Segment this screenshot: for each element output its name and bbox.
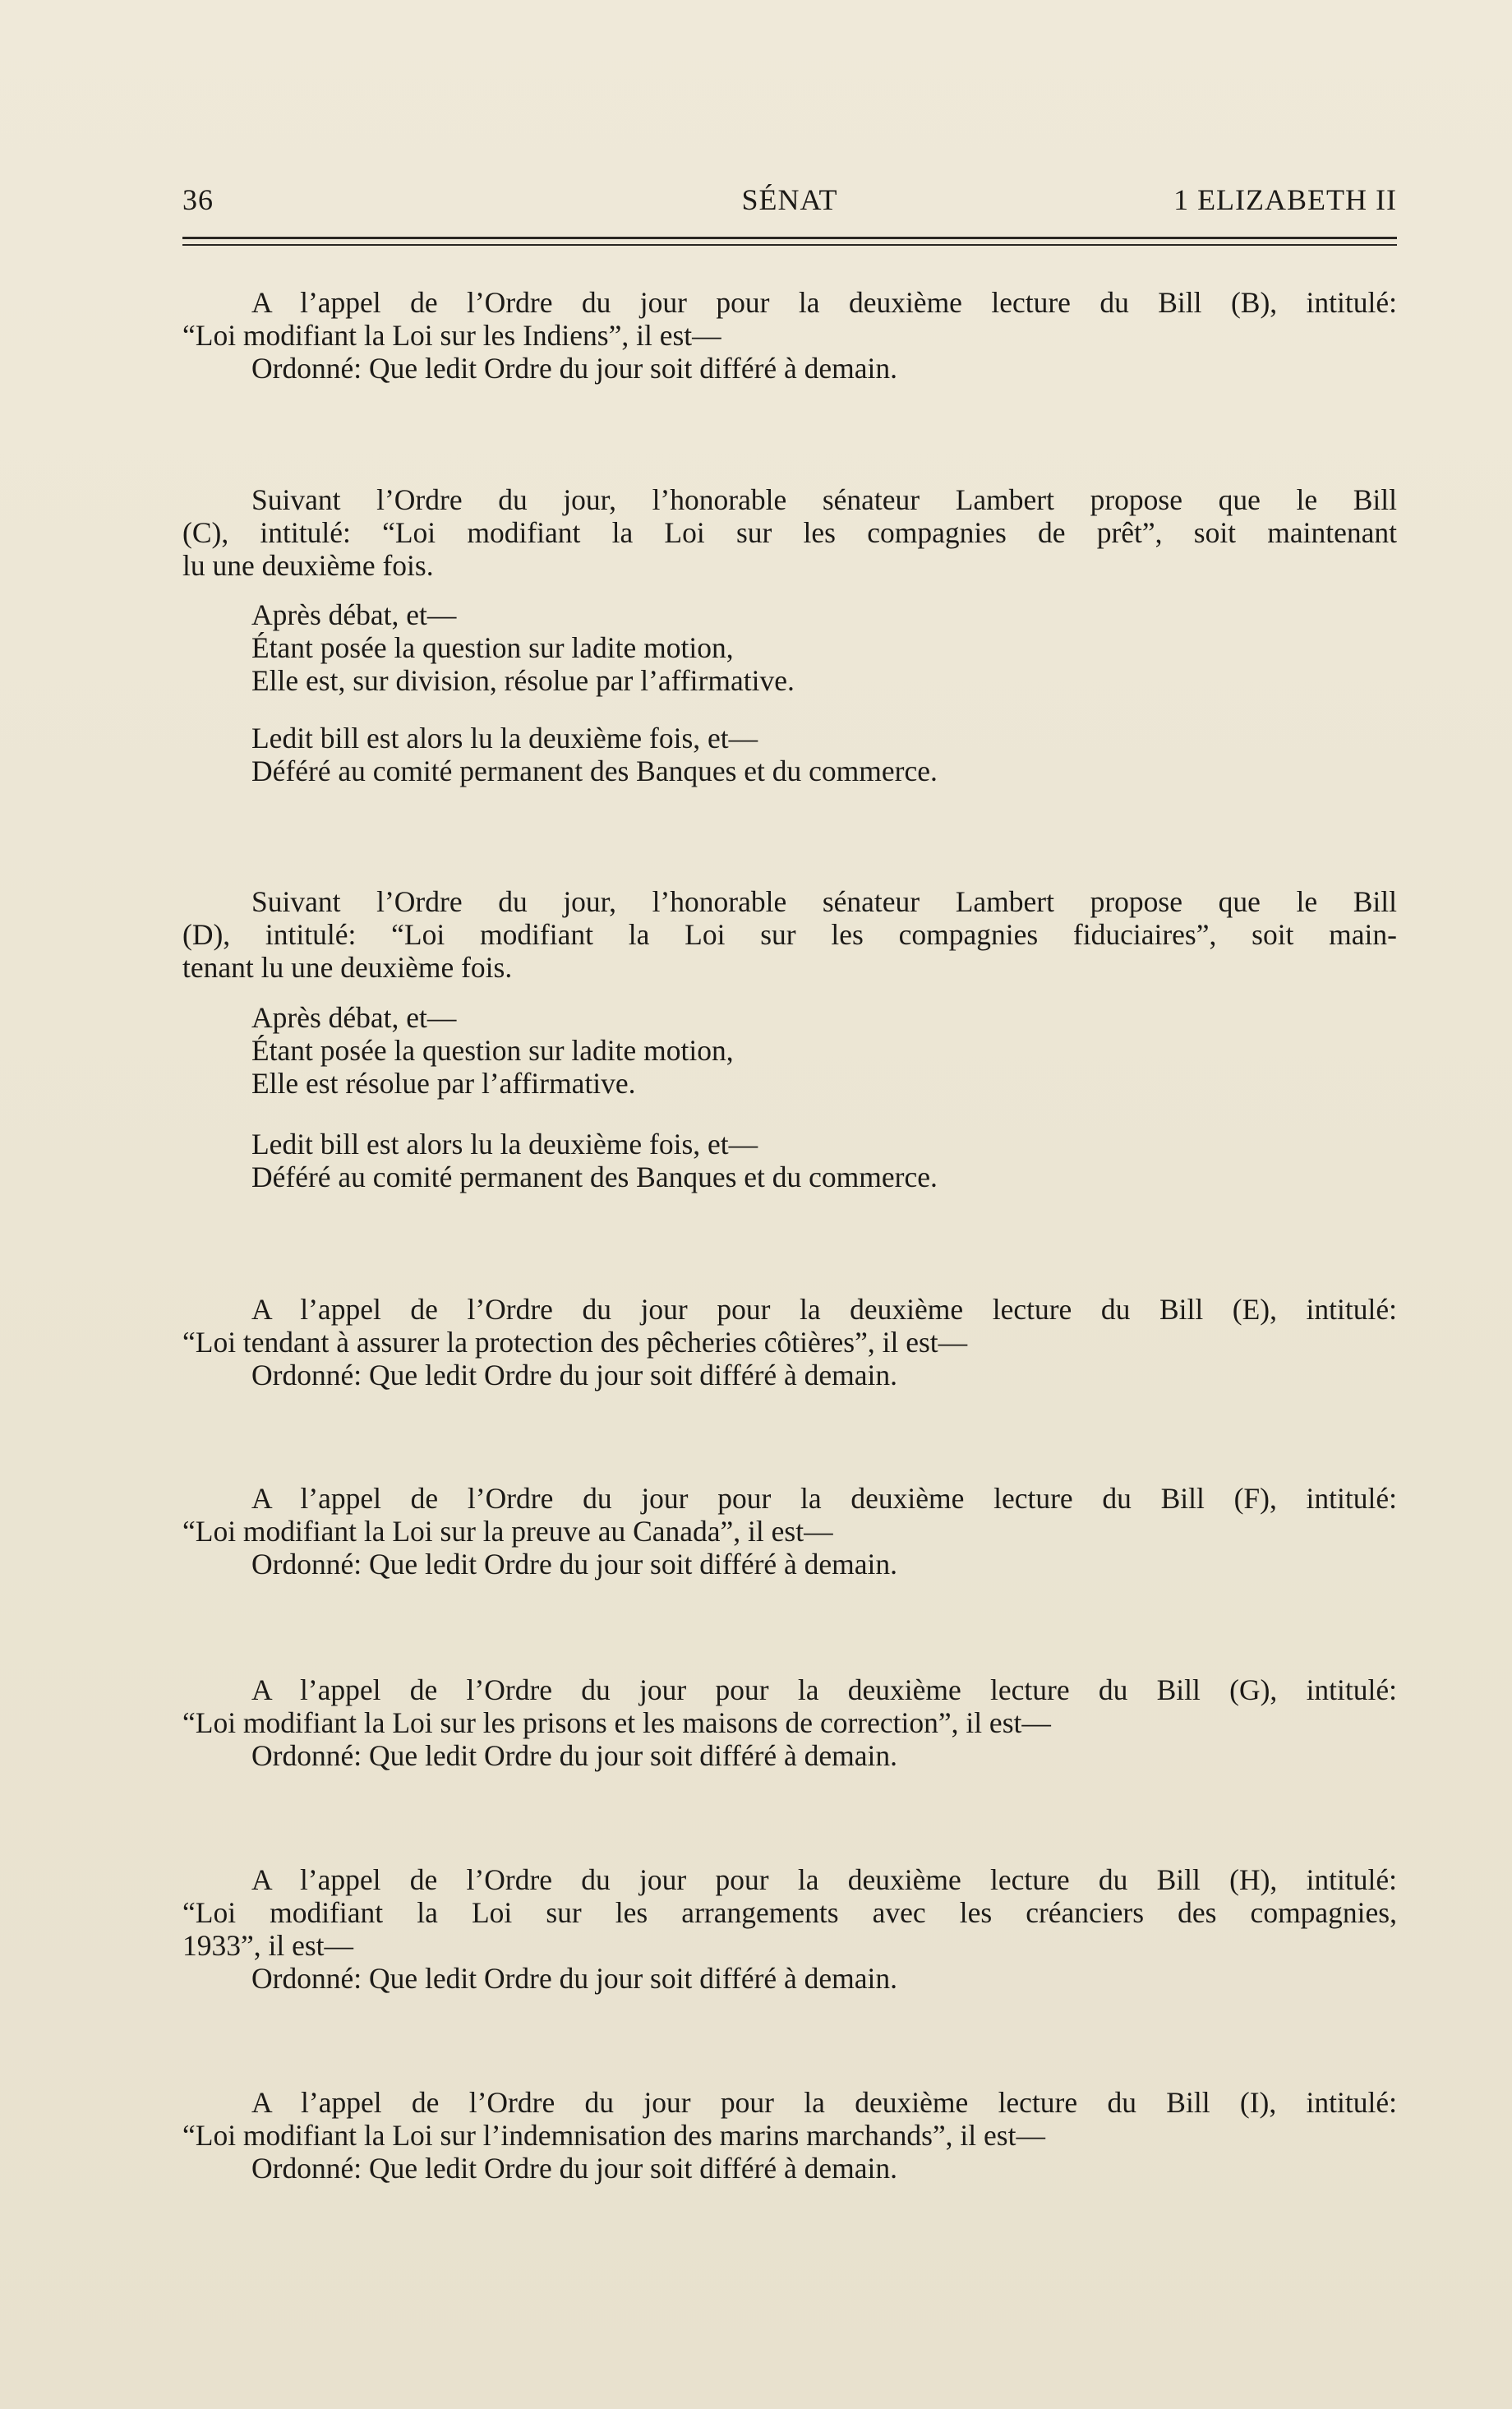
entry-text-line: A l’appel de l’Ordre du jour pour la deuxième lecture du Bill (B), intitulé: bbox=[251, 286, 1397, 319]
debate-line: Après débat, et— bbox=[251, 1001, 457, 1034]
page-number: 36 bbox=[182, 183, 214, 216]
debate-line: Elle est résolue par l’affirmative. bbox=[251, 1067, 636, 1100]
referral-line: Déféré au comité permanent des Banques et du commerce. bbox=[251, 1161, 938, 1193]
debate-bill-d bbox=[182, 1001, 1397, 1100]
entry-text-line: A l’appel de l’Ordre du jour pour la deuxième lecture du Bill (I), intitulé: bbox=[251, 2086, 1397, 2119]
entry-text-line: A l’appel de l’Ordre du jour pour la deuxième lecture du Bill (F), intitulé: bbox=[251, 1482, 1397, 1515]
entry-text-line: A l’appel de l’Ordre du jour pour la deuxième lecture du Bill (H), intitulé: bbox=[251, 1863, 1397, 1896]
entry-text-line: “Loi modifiant la Loi sur les prisons et les maisons de correction”, il est— bbox=[182, 1706, 1051, 1739]
debate-bill-c bbox=[182, 598, 1397, 697]
debate-line: Étant posée la question sur ladite motion, bbox=[251, 631, 734, 664]
entry-text-line: “Loi modifiant la Loi sur l’indemnisation des marins marchands”, il est— bbox=[182, 2119, 1045, 2152]
entry-text-line: A l’appel de l’Ordre du jour pour la deuxième lecture du Bill (E), intitulé: bbox=[251, 1293, 1397, 1326]
entry-text-line: tenant lu une deuxième fois. bbox=[182, 951, 513, 984]
entry-bill-c bbox=[182, 483, 1397, 582]
order-line: Ordonné: Que ledit Ordre du jour soit différé à demain. bbox=[251, 1359, 898, 1391]
entry-bill-e bbox=[182, 1293, 1397, 1391]
order-line: Ordonné: Que ledit Ordre du jour soit différé à demain. bbox=[251, 2152, 898, 2185]
referral-line: Ledit bill est alors lu la deuxième fois, et— bbox=[251, 1128, 758, 1161]
debate-line: Après débat, et— bbox=[251, 598, 457, 631]
referral-line: Ledit bill est alors lu la deuxième fois, et— bbox=[251, 722, 758, 755]
entry-bill-i bbox=[182, 2086, 1397, 2185]
header-rule-top bbox=[182, 237, 1397, 239]
running-header bbox=[182, 182, 1397, 224]
order-line: Ordonné: Que ledit Ordre du jour soit différé à demain. bbox=[251, 352, 898, 385]
entry-text-line: “Loi modifiant la Loi sur la preuve au Canada”, il est— bbox=[182, 1515, 833, 1548]
referral-bill-d bbox=[182, 1128, 1397, 1193]
entry-text-line: “Loi modifiant la Loi sur les arrangements avec les créanciers des compagnies, bbox=[182, 1896, 1397, 1929]
entry-bill-h bbox=[182, 1863, 1397, 1995]
entry-text-line: Suivant l’Ordre du jour, l’honorable sénateur Lambert propose que le Bill bbox=[251, 885, 1397, 918]
entry-bill-b bbox=[182, 286, 1397, 385]
entry-text-line: “Loi modifiant la Loi sur les Indiens”, il est— bbox=[182, 319, 721, 352]
session-label: 1 ELIZABETH II bbox=[1173, 183, 1397, 216]
entry-text-line: A l’appel de l’Ordre du jour pour la deuxième lecture du Bill (G), intitulé: bbox=[251, 1673, 1397, 1706]
entry-text-line: lu une deuxième fois. bbox=[182, 549, 434, 582]
debate-line: Elle est, sur division, résolue par l’affirmative. bbox=[251, 664, 795, 697]
entry-text-line: Suivant l’Ordre du jour, l’honorable sénateur Lambert propose que le Bill bbox=[251, 483, 1397, 516]
header-rule-bottom bbox=[182, 244, 1397, 246]
referral-bill-c bbox=[182, 722, 1397, 787]
entry-text-line: “Loi tendant à assurer la protection des pêcheries côtières”, il est— bbox=[182, 1326, 968, 1359]
order-line: Ordonné: Que ledit Ordre du jour soit différé à demain. bbox=[251, 1548, 898, 1581]
entry-text-line: 1933”, il est— bbox=[182, 1929, 354, 1962]
entry-bill-g bbox=[182, 1673, 1397, 1772]
entry-text-line: (C), intitulé: “Loi modifiant la Loi sur les compagnies de prêt”, soit maintenant bbox=[182, 516, 1397, 549]
debate-line: Étant posée la question sur ladite motion, bbox=[251, 1034, 734, 1067]
page-title: SÉNAT bbox=[741, 183, 838, 216]
entry-bill-f bbox=[182, 1482, 1397, 1581]
entry-bill-d bbox=[182, 885, 1397, 984]
referral-line: Déféré au comité permanent des Banques et du commerce. bbox=[251, 755, 938, 787]
entry-text-line: (D), intitulé: “Loi modifiant la Loi sur les compagnies fiduciaires”, soit main- bbox=[182, 918, 1397, 951]
order-line: Ordonné: Que ledit Ordre du jour soit différé à demain. bbox=[251, 1739, 898, 1772]
order-line: Ordonné: Que ledit Ordre du jour soit différé à demain. bbox=[251, 1962, 898, 1995]
